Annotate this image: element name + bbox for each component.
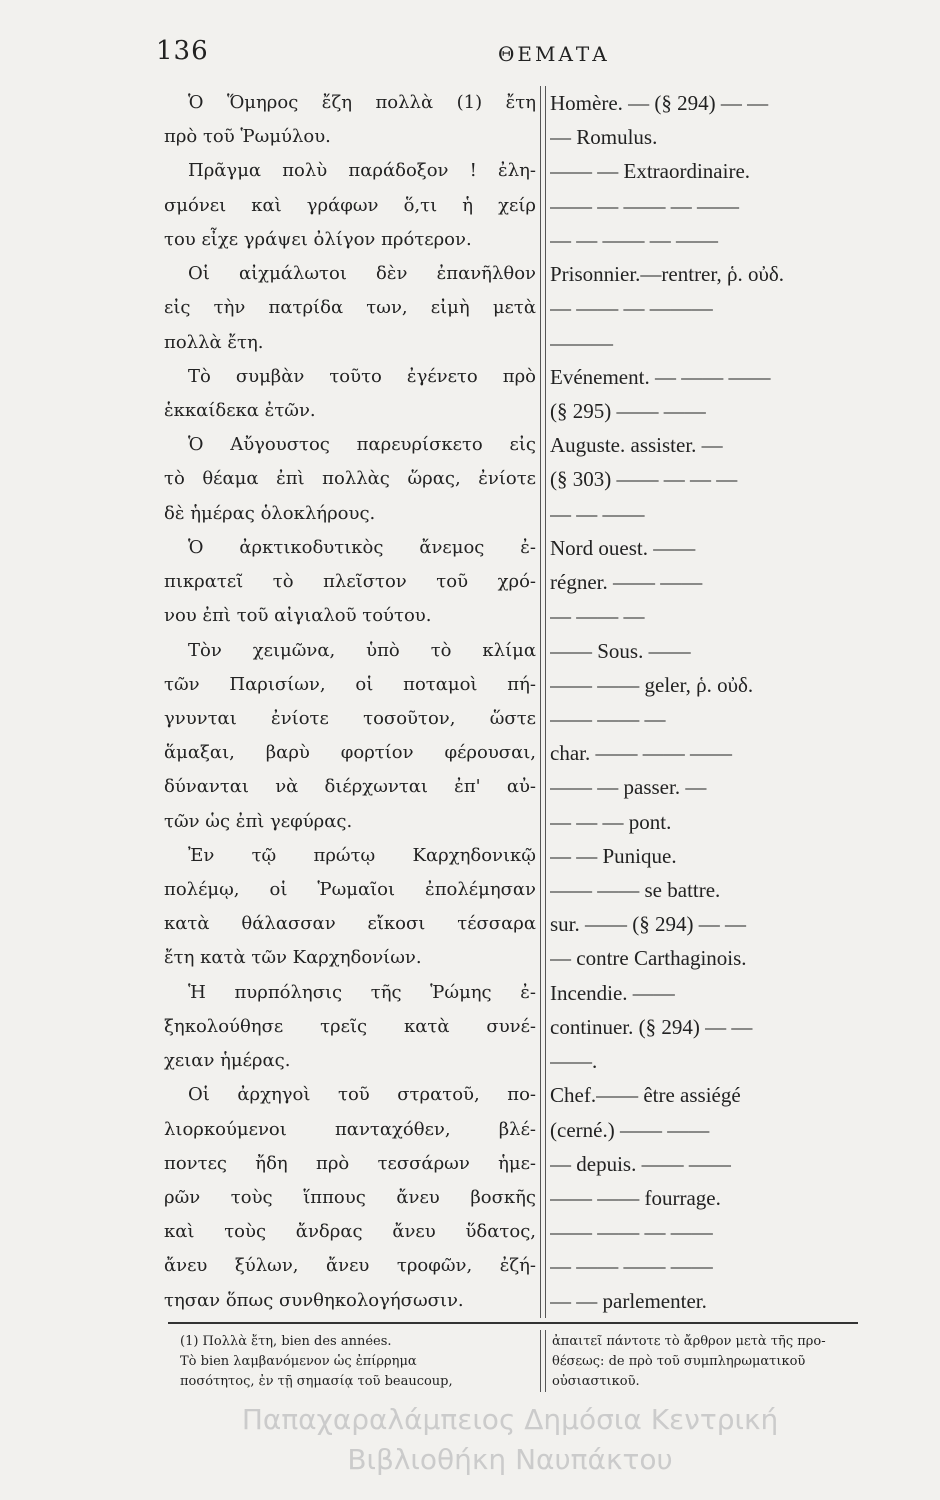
greek-text-column — [164, 86, 536, 1318]
french-vocab-line: Chef.—— être assiégé — [550, 1083, 741, 1108]
greek-text-line: πρὸ τοῦ Ῥωμύλου. — [164, 126, 331, 148]
french-vocab-line: — — — pont. — [550, 809, 672, 834]
greek-text-line: τῶν Παρισίων, οἱ ποταμοὶ πή- — [164, 673, 536, 695]
french-vocab-line: ——— — [550, 330, 613, 355]
french-vocab-line: ——. — [550, 1049, 598, 1074]
french-vocab-line: — — —— — [550, 501, 645, 526]
french-vocab-line: —— — Extraordinaire. — [550, 159, 751, 184]
french-vocab-line: sur. —— (§ 294) — — — [550, 912, 746, 937]
french-vocab-line: — Romulus. — [550, 125, 658, 150]
greek-text-line: Ὁ Αὔγουστος παρευρίσκετο εἰς — [188, 434, 536, 456]
french-vocab-line: régner. —— —— — [550, 570, 703, 595]
page-number: 136 — [156, 36, 209, 66]
greek-text-line: πολέμῳ, οἱ Ῥωμαῖοι ἐπολέμησαν — [164, 879, 536, 901]
french-vocab-line: —— —— se battre. — [550, 878, 721, 903]
french-vocab-line: (cerné.) —— —— — [550, 1117, 710, 1142]
footnote-line: (1) Πολλὰ ἔτη, bien des années. — [180, 1334, 392, 1349]
french-vocab-line: — —— — ——— — [550, 296, 713, 321]
greek-text-line: πικρατεῖ τὸ πλεῖστον τοῦ χρό- — [164, 571, 536, 593]
greek-text-line: ποντες ἤδη πρὸ τεσσάρων ἡμε- — [164, 1152, 536, 1174]
greek-text-line: Οἱ ἀρχηγοὶ τοῦ στρατοῦ, πο- — [188, 1084, 536, 1106]
footnote-line: θέσεως: de πρὸ τοῦ συμπληρωματικοῦ — [552, 1354, 806, 1369]
french-vocab-line: — — parlementer. — [550, 1288, 707, 1313]
greek-text-line: κατὰ θάλασσαν εἴκοσι τέσσαρα — [164, 913, 536, 935]
footnote-line: οὐσιαστικοῦ. — [552, 1374, 640, 1389]
greek-text-line: Τὸν χειμῶνα, ὑπὸ τὸ κλίμα — [188, 639, 536, 661]
french-vocab-line: Incendie. —— — [550, 980, 675, 1005]
footnote-right — [552, 1332, 882, 1392]
greek-text-line: Τὸ συμβὰν τοῦτο ἐγένετο πρὸ — [188, 365, 536, 387]
french-vocab-line: — — Punique. — [550, 843, 677, 868]
french-vocab-line: (§ 303) —— — — — — [550, 467, 738, 492]
greek-text-line: πολλὰ ἔτη. — [164, 331, 264, 353]
greek-text-line: σμόνει καὶ γράφων ὅ,τι ἡ χείρ — [164, 194, 536, 216]
greek-text-line: Πρᾶγμα πολὺ παράδοξον ! ἐλη- — [188, 160, 536, 182]
column-divider — [540, 86, 546, 1318]
greek-text-line: τῶν ὡς ἐπὶ γεφύρας. — [164, 810, 353, 832]
greek-text-line: χειαν ἡμέρας. — [164, 1050, 291, 1072]
french-vocab-line: —— —— — —— — [550, 1220, 713, 1245]
french-vocab-line: (§ 295) —— —— — [550, 398, 706, 423]
footnote-divider — [540, 1330, 546, 1392]
greek-text-line: ἄνευ ξύλων, ἄνευ τροφῶν, ἐζή- — [164, 1255, 536, 1277]
french-vocab-line: —— —— fourrage. — [550, 1186, 721, 1210]
french-vocab-line: —— Sous. —— — [550, 638, 691, 663]
greek-text-line: δὲ ἡμέρας ὁλοκλήρους. — [164, 502, 376, 524]
french-vocab-line: Nord ouest. —— — [550, 535, 696, 560]
french-vocab-line: continuer. (§ 294) — — — [550, 1014, 753, 1039]
greek-text-line: τὸ θέαμα ἐπὶ πολλὰς ὥρας, ἐνίοτε — [164, 468, 536, 490]
greek-text-line: γνυνται ἐνίοτε τοσοῦτον, ὥστε — [164, 707, 536, 729]
french-vocab-line: — —— — — [550, 604, 645, 629]
french-vocabulary-column — [550, 86, 870, 1318]
footnote-line: ἀπαιτεῖ πάντοτε τὸ ἄρθρον μετὰ τῆς προ- — [552, 1334, 826, 1349]
greek-text-line: ἅμαξαι, βαρὺ φορτίον φέρουσαι, — [164, 742, 536, 764]
watermark-line-1: Παπαχαραλάμπειος Δημόσια Κεντρική — [241, 1403, 779, 1436]
greek-text-line: δύνανται νὰ διέρχωνται ἐπ' αὐ- — [164, 776, 536, 798]
french-vocab-line: Prisonnier.—rentrer, ῥ. οὐδ. — [550, 262, 785, 287]
french-vocab-line: —— —— — — [550, 706, 666, 731]
greek-text-line: Ἐν τῷ πρώτῳ Καρχηδονικῷ — [188, 844, 536, 866]
french-vocab-line: —— — —— — —— — [550, 193, 739, 218]
greek-text-line: ξηκολούθησε τρεῖς κατὰ συνέ- — [164, 1015, 536, 1037]
footnote-left — [180, 1332, 530, 1392]
greek-text-line: του εἶχε γράψει ὀλίγον πρότερον. — [164, 228, 472, 250]
french-vocab-line: char. —— —— —— — [550, 741, 732, 766]
greek-text-line: Ἡ πυρπόλησις τῆς Ῥώμης ἐ- — [188, 981, 536, 1003]
watermark-line-2: Βιβλιοθήκη Ναυπάκτου — [347, 1443, 673, 1476]
footnote-separator — [168, 1322, 858, 1324]
greek-text-line: καὶ τοὺς ἄνδρας ἄνευ ὕδατος, — [164, 1221, 536, 1243]
greek-text-line: λιορκούμενοι πανταχόθεν, βλέ- — [164, 1118, 536, 1140]
footnote-line: ποσότητος, ἐν τῇ σημασίᾳ τοῦ beaucoup, — [180, 1374, 453, 1389]
french-vocab-line: — —— —— —— — [550, 1254, 713, 1279]
french-vocab-line: Auguste. assister. — — [550, 433, 723, 458]
running-title: ΘΕΜΑΤΑ — [498, 42, 610, 66]
greek-text-line: Οἱ αἰχμάλωτοι δὲν ἐπανῆλθον — [188, 263, 536, 285]
french-vocab-line: — contre Carthaginois. — [550, 946, 747, 971]
french-vocab-line: Homère. — (§ 294) — — — [550, 91, 769, 115]
greek-text-line: τησαν ὅπως συνθηκολογήσωσιν. — [164, 1289, 464, 1311]
french-vocab-line: — — —— — —— — [550, 227, 718, 252]
greek-text-line: ρῶν τοὺς ἵππους ἄνευ βοσκῆς — [164, 1187, 536, 1208]
french-vocab-line: — depuis. —— —— — [550, 1151, 731, 1176]
greek-text-line: ἔτη κατὰ τῶν Καρχηδονίων. — [164, 947, 422, 969]
footnote-line: Τὸ bien λαμβανόμενον ὡς ἐπίρρημα — [180, 1354, 417, 1369]
french-vocab-line: —— — passer. — — [550, 775, 707, 800]
library-watermark — [160, 1400, 860, 1480]
french-vocab-line: Evénement. — —— —— — [550, 364, 771, 389]
greek-text-line: νου ἐπὶ τοῦ αἰγιαλοῦ τούτου. — [164, 605, 432, 627]
french-vocab-line: —— —— geler, ῥ. οὐδ. — [550, 672, 754, 697]
greek-text-line: ἑκκαίδεκα ἐτῶν. — [164, 399, 316, 421]
greek-text-line: εἰς τὴν πατρίδα των, εἰμὴ μετὰ — [164, 297, 536, 319]
greek-text-line: Ὁ Ὅμηρος ἔζη πολλὰ (1) ἔτη — [188, 92, 536, 113]
greek-text-line: Ὁ ἀρκτικοδυτικὸς ἄνεμος ἐ- — [188, 536, 536, 558]
